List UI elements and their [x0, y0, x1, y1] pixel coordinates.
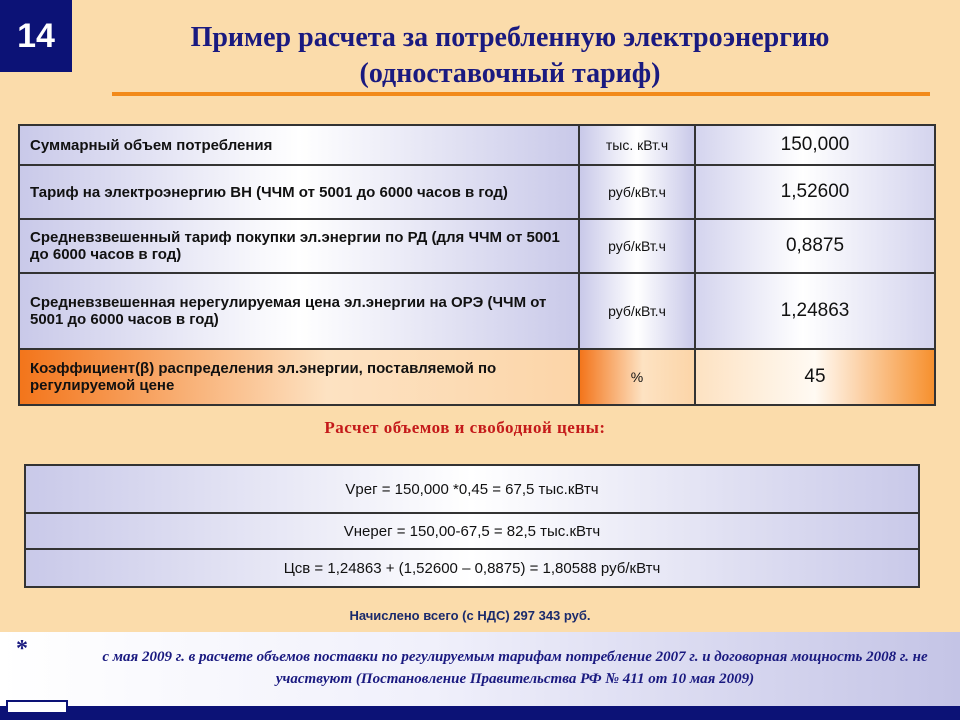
param-label: Коэффициент(β) распределения эл.энергии, поставляемой по регулируемой цене	[19, 349, 579, 405]
param-unit: руб/кВт.ч	[579, 165, 695, 219]
param-unit: %	[579, 349, 695, 405]
slide-number: 14	[0, 0, 72, 72]
param-value: 1,52600	[695, 165, 935, 219]
param-label: Тариф на электроэнергию ВН (ЧЧМ от 5001 до 6000 часов в год)	[19, 165, 579, 219]
calc-formula: Цсв = 1,24863 + (1,52600 – 0,8875) = 1,80588 руб/кВтч	[25, 549, 919, 587]
footnote-panel	[0, 632, 960, 706]
page-title	[110, 20, 910, 92]
calc-formula: Vрег = 150,000 *0,45 = 67,5 тыс.кВтч	[25, 465, 919, 513]
calc-row	[25, 465, 919, 513]
footnote-text: с мая 2009 г. в расчете объемов поставки по регулируемым тарифам потребление 2007 г. и договорная мощность 2008 г. не участвуют (Постановление Правительства РФ № 411 от 10 мая 2009)	[102, 649, 928, 687]
param-label: Суммарный объем потребления	[19, 125, 579, 165]
corner-box	[6, 700, 68, 714]
title-underline	[112, 92, 930, 96]
bottom-bar	[0, 706, 960, 720]
param-value: 1,24863	[695, 273, 935, 349]
title-line-2: (одноставочный тариф)	[359, 58, 661, 89]
param-unit: руб/кВт.ч	[579, 273, 695, 349]
footnote-marker: *	[16, 636, 28, 662]
calculations-table	[24, 464, 920, 588]
param-value: 45	[695, 349, 935, 405]
total-charged: Начислено всего (с НДС) 297 343 руб.	[349, 608, 591, 623]
calc-row	[25, 513, 919, 549]
table-row	[19, 219, 935, 273]
calc-row	[25, 549, 919, 587]
parameters-table	[18, 124, 936, 406]
section-heading: Расчет объемов и свободной цены:	[324, 418, 606, 437]
param-unit: тыс. кВт.ч	[579, 125, 695, 165]
table-row-highlighted	[19, 349, 935, 405]
param-label: Средневзвешенный тариф покупки эл.энергии по РД (для ЧЧМ от 5001 до 6000 часов в год)	[19, 219, 579, 273]
table-row	[19, 125, 935, 165]
table-row	[19, 273, 935, 349]
param-value: 0,8875	[695, 219, 935, 273]
param-unit: руб/кВт.ч	[579, 219, 695, 273]
param-value: 150,000	[695, 125, 935, 165]
param-label: Средневзвешенная нерегулируемая цена эл.энергии на ОРЭ (ЧЧМ от 5001 до 6000 часов в год)	[19, 273, 579, 349]
title-line-1: Пример расчета за потребленную электроэнергию	[190, 22, 830, 53]
calc-formula: Vнерег = 150,00-67,5 = 82,5 тыс.кВтч	[25, 513, 919, 549]
table-row	[19, 165, 935, 219]
